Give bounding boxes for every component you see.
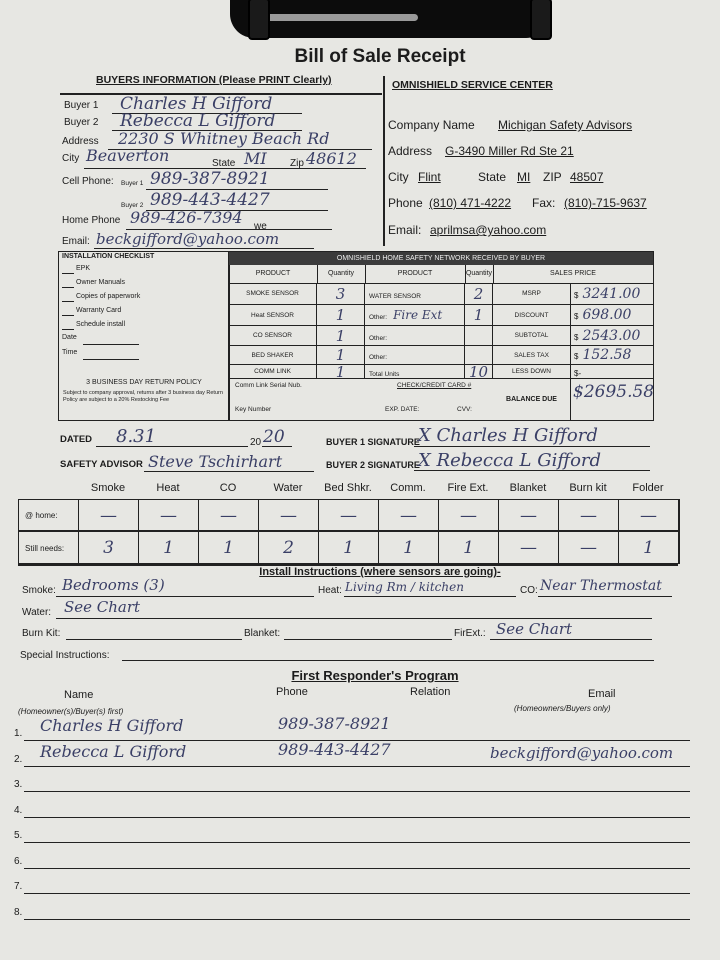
- grid-cell-home[interactable]: —: [438, 499, 498, 531]
- grid-cell-needs[interactable]: 1: [378, 531, 438, 564]
- col-phone: Phone: [276, 686, 308, 698]
- product-left-label: BED SHAKER: [229, 346, 317, 365]
- advisor-label: SAFETY ADVISOR: [60, 459, 143, 470]
- product-left-label: CO SENSOR: [229, 326, 317, 346]
- responder-row-number: 4.: [14, 804, 23, 816]
- checklist-item: EPK: [76, 265, 91, 272]
- product-right-label: WATER SENSOR: [369, 293, 422, 300]
- company-email-label: Email:: [388, 223, 422, 237]
- grid-col-header: Bed Shkr.: [324, 482, 372, 494]
- sales-cell: [571, 283, 653, 305]
- responder-row-line[interactable]: [24, 842, 690, 843]
- sales-label: DISCOUNT: [493, 305, 571, 326]
- sales-currency: $: [574, 352, 579, 361]
- year-value: 20: [263, 427, 285, 447]
- network-header: OMNISHIELD HOME SAFETY NETWORK RECEIVED BY BUYER: [229, 252, 653, 265]
- product-left-label: COMM LINK: [229, 365, 317, 379]
- grid-cell-needs[interactable]: —: [558, 531, 618, 564]
- sales-currency: $: [574, 312, 579, 321]
- company-fax-label: Fax:: [532, 196, 556, 210]
- sales-value[interactable]: 3241.00: [582, 286, 641, 302]
- company-phone-value: (810) 471-4222: [429, 196, 512, 210]
- company-zip-label: ZIP: [543, 170, 562, 184]
- col-product-right: PRODUCT: [365, 265, 466, 284]
- product-right-label: Other:: [369, 314, 388, 321]
- clip-hinge-right: [530, 0, 552, 40]
- we-label: we: [254, 221, 267, 232]
- grid-cell-needs[interactable]: 1: [618, 531, 678, 564]
- grid-col-header: Smoke: [90, 482, 126, 494]
- grid-col-header: Fire Ext.: [447, 482, 489, 494]
- responder-row-number: 5.: [14, 830, 23, 841]
- home-phone-label: Home Phone: [62, 215, 121, 226]
- state-value: MI: [244, 149, 267, 168]
- checklist-blank[interactable]: [62, 273, 74, 274]
- sales-cell: [571, 365, 653, 379]
- checklist-item: Copies of paperwork: [76, 293, 141, 300]
- grid-col-header: Heat: [156, 482, 180, 494]
- sales-value[interactable]: 152.58: [582, 347, 632, 363]
- company-city-value: Flint: [418, 170, 441, 184]
- key-number-label: Key Number: [235, 406, 272, 413]
- grid-cell-home[interactable]: —: [618, 499, 678, 531]
- product-left-qty[interactable]: 1: [317, 346, 365, 365]
- cell1-tag: Buyer 1: [121, 180, 144, 187]
- product-right-qty[interactable]: 2: [465, 283, 493, 305]
- product-right-cell: [365, 305, 465, 326]
- company-zip-value: 48507: [570, 170, 604, 184]
- policy-title: 3 BUSINESS DAY RETURN POLICY: [86, 379, 202, 386]
- grid-cell-home[interactable]: —: [258, 499, 318, 531]
- responder-row-line[interactable]: [24, 919, 690, 920]
- smoke-value: Bedrooms (3): [62, 576, 165, 594]
- buyers-header: BUYERS INFORMATION (Please PRINT Clearly): [96, 74, 332, 86]
- checklist-item: Owner Manuals: [76, 279, 126, 286]
- company-name-value: Michigan Safety Advisors: [498, 118, 633, 132]
- checklist-item: Schedule install: [76, 321, 126, 328]
- responder-row-line[interactable]: [24, 791, 690, 792]
- product-left-qty[interactable]: 1: [317, 326, 365, 346]
- grid-edge: [678, 531, 680, 564]
- co-value: Near Thermostat: [540, 578, 662, 594]
- checklist-title: INSTALLATION CHECKLIST: [62, 253, 155, 260]
- responder-row-number: 1.: [14, 728, 23, 739]
- address-label: Address: [62, 136, 99, 147]
- service-header: OMNISHIELD SERVICE CENTER: [392, 79, 553, 91]
- page-title: Bill of Sale Receipt: [294, 46, 466, 67]
- fireext-value: See Chart: [496, 620, 573, 638]
- product-right-label: Total Units: [369, 371, 400, 378]
- name-note: (Homeowner(s)/Buyer(s) first): [18, 707, 124, 716]
- commlink-serial-label: Comm Link Serial Nub.: [235, 382, 302, 389]
- network-table: [228, 251, 654, 421]
- product-right-extra: Fire Ext: [393, 308, 443, 322]
- cell1-value: 989-387-8921: [150, 169, 270, 189]
- col-product-left: PRODUCT: [229, 265, 318, 284]
- company-phone-label: Phone: [388, 196, 423, 210]
- heat-label: Heat:: [318, 585, 342, 596]
- grid-cell-needs[interactable]: 2: [258, 531, 318, 564]
- header-divider: [383, 76, 385, 246]
- grid-col-header: Water: [273, 482, 303, 494]
- company-fax-value: (810)-715-9637: [564, 196, 647, 210]
- col-email: Email: [588, 688, 616, 700]
- buyer1-signature: X Charles H Gifford: [418, 425, 598, 446]
- product-right-cell: [365, 326, 465, 346]
- responder-row-number: 2.: [14, 753, 23, 765]
- company-city-label: City: [388, 170, 409, 184]
- grid-cell-home[interactable]: —: [378, 499, 438, 531]
- checklist-date-label: Date: [62, 334, 77, 341]
- sales-cell: [571, 346, 653, 365]
- product-right-qty[interactable]: 1: [465, 305, 493, 326]
- col-relation: Relation: [410, 686, 451, 698]
- grid-cell-home[interactable]: —: [78, 499, 138, 531]
- special-label: Special Instructions:: [20, 650, 110, 661]
- col-qty-left: Quantity: [317, 265, 366, 284]
- company-address-value: G-3490 Miller Rd Ste 21: [445, 144, 574, 158]
- company-state-label: State: [478, 170, 507, 184]
- responder-row-line[interactable]: [24, 868, 690, 869]
- email-label: Email:: [62, 236, 90, 247]
- buyer1-label: Buyer 1: [64, 100, 99, 111]
- city-value: Beaverton: [86, 146, 170, 165]
- checklist-blank[interactable]: [62, 315, 74, 316]
- checklist-blank[interactable]: [62, 301, 74, 302]
- sales-label: MSRP: [493, 283, 571, 305]
- product-right-label: Other:: [369, 335, 388, 342]
- address-value: 2230 S Whitney Beach Rd: [118, 129, 330, 148]
- buyer2-label: Buyer 2: [64, 117, 99, 128]
- responder-row-line[interactable]: [24, 893, 690, 894]
- cell2-tag: Buyer 2: [121, 202, 144, 209]
- grid-col-header: Comm.: [390, 482, 426, 494]
- responder-row-number: 6.: [14, 855, 23, 867]
- checklist-blank[interactable]: [62, 329, 74, 330]
- exp-label: EXP. DATE:: [385, 406, 420, 413]
- company-name-label: Company Name: [388, 118, 475, 132]
- sales-label: SALES TAX: [493, 346, 571, 365]
- grid-col-header: Blanket: [509, 482, 547, 494]
- dated-value: 8.31: [116, 426, 157, 447]
- responder-row-line[interactable]: [24, 817, 690, 818]
- installation-checklist: [58, 251, 230, 421]
- grid-row-label-needs: Still needs:: [18, 531, 78, 564]
- sales-cell: [571, 326, 653, 346]
- product-right-qty[interactable]: [465, 326, 493, 346]
- buyer2-signature-label: BUYER 2 SIGNATURE: [326, 460, 420, 470]
- water-label: Water:: [22, 607, 52, 618]
- grid-cell-needs[interactable]: 1: [138, 531, 198, 564]
- sales-currency: $-: [574, 369, 582, 378]
- buyer1-value: Charles H Gifford: [120, 94, 273, 114]
- grid-edge: [678, 499, 680, 531]
- grid-cell-needs[interactable]: 3: [78, 531, 138, 564]
- sales-currency: $: [574, 291, 579, 300]
- sales-label: LESS DOWN: [493, 365, 571, 379]
- company-email-value: aprilmsa@yahoo.com: [430, 223, 547, 237]
- responder-phone[interactable]: 989-443-4427: [278, 739, 391, 759]
- grid-cell-needs[interactable]: 1: [438, 531, 498, 564]
- product-right-label: Other:: [369, 354, 388, 361]
- product-left-label: SMOKE SENSOR: [229, 283, 317, 305]
- sales-value[interactable]: 698.00: [582, 307, 632, 323]
- product-right-cell: [365, 283, 465, 305]
- policy-text: Subject to company approval, returns after 3 business day Return Policy are subject to a 20% Restocking Fee: [63, 390, 223, 403]
- grid-col-header: CO: [219, 482, 237, 494]
- grid-cell-needs[interactable]: —: [498, 531, 558, 564]
- product-left-qty[interactable]: 1: [317, 305, 365, 326]
- sales-currency: $: [574, 333, 579, 342]
- company-address-label: Address: [388, 144, 433, 158]
- checklist-blank[interactable]: [62, 287, 74, 288]
- company-state-value: MI: [517, 170, 531, 184]
- sales-cell: [571, 305, 653, 326]
- balance-label: BALANCE DUE: [493, 379, 571, 420]
- responder-phone[interactable]: 989-387-8921: [278, 714, 391, 733]
- sales-label: SUBTOTAL: [493, 326, 571, 346]
- blanket-label: Blanket:: [244, 628, 281, 639]
- col-sales-price: SALES PRICE: [493, 265, 653, 284]
- sales-value[interactable]: 2543.00: [582, 328, 641, 344]
- product-left-qty[interactable]: 3: [317, 283, 365, 305]
- cell2-value: 989-443-4427: [150, 190, 270, 210]
- email-note: (Homeowners/Buyers only): [514, 704, 611, 713]
- clip-hinge-left: [248, 0, 270, 40]
- fireext-label: FirExt.:: [454, 628, 486, 639]
- col-name: Name: [64, 689, 94, 701]
- product-left-qty[interactable]: 1: [317, 365, 365, 379]
- grid-col-header: Folder: [632, 482, 664, 494]
- responder-row-number: 8.: [14, 906, 23, 918]
- balance-value: $2695.58: [573, 382, 655, 402]
- cell-label: Cell Phone:: [62, 176, 114, 187]
- buyer1-signature-label: BUYER 1 SIGNATURE: [326, 437, 420, 447]
- grid-cell-home[interactable]: —: [318, 499, 378, 531]
- checklist-time-label: Time: [62, 349, 78, 356]
- checklist-item: Warranty Card: [76, 307, 122, 314]
- grid-cell-needs[interactable]: 1: [318, 531, 378, 564]
- col-qty-right: Quantity: [465, 265, 494, 284]
- smoke-label: Smoke:: [22, 585, 56, 596]
- product-right-cell: [365, 346, 465, 365]
- zip-label: Zip: [290, 158, 304, 169]
- zip-value: 48612: [306, 149, 357, 168]
- responder-name[interactable]: Charles H Gifford: [40, 716, 184, 735]
- responder-row-number: 7.: [14, 881, 23, 892]
- responders-title: First Responder's Program: [291, 668, 459, 683]
- grid-cell-home[interactable]: —: [198, 499, 258, 531]
- year-prefix: 20: [250, 437, 262, 448]
- product-right-cell: [365, 365, 465, 379]
- grid-col-header: Burn kit: [569, 482, 607, 494]
- heat-value: Living Rm / kitchen: [345, 580, 464, 594]
- buyer2-signature: X Rebecca L Gifford: [418, 450, 602, 471]
- cvv-label: CVV:: [457, 406, 472, 413]
- clip-lever: [258, 14, 418, 21]
- product-left-label: Heat SENSOR: [229, 305, 317, 326]
- grid-cell-home[interactable]: —: [558, 499, 618, 531]
- instructions-title: Install Instructions (where sensors are going)-: [259, 566, 501, 578]
- responder-row-line[interactable]: [24, 766, 690, 767]
- grid-cell-home[interactable]: —: [138, 499, 198, 531]
- responder-name[interactable]: Rebecca L Gifford: [40, 741, 187, 761]
- city-label: City: [62, 153, 80, 164]
- burn-kit-label: Burn Kit:: [22, 628, 61, 639]
- responder-row-number: 3.: [14, 779, 23, 790]
- card-label: CHECK/CREDIT CARD #: [397, 382, 472, 389]
- dated-label: DATED: [60, 434, 93, 445]
- home-phone-value: 989-426-7394: [130, 208, 243, 227]
- email-value: beckgifford@yahoo.com: [96, 230, 280, 248]
- grid-cell-needs[interactable]: 1: [198, 531, 258, 564]
- grid-cell-home[interactable]: —: [498, 499, 558, 531]
- water-value: See Chart: [64, 598, 141, 616]
- product-right-qty[interactable]: 10: [465, 365, 493, 379]
- responder-email[interactable]: beckgifford@yahoo.com: [490, 743, 674, 762]
- advisor-value: Steve Tschirhart: [148, 452, 283, 471]
- state-label: State: [212, 158, 236, 169]
- co-label: CO:: [520, 585, 538, 596]
- buyer2-value: Rebecca L Gifford: [120, 111, 276, 131]
- grid-row-label-home: @ home:: [18, 499, 78, 531]
